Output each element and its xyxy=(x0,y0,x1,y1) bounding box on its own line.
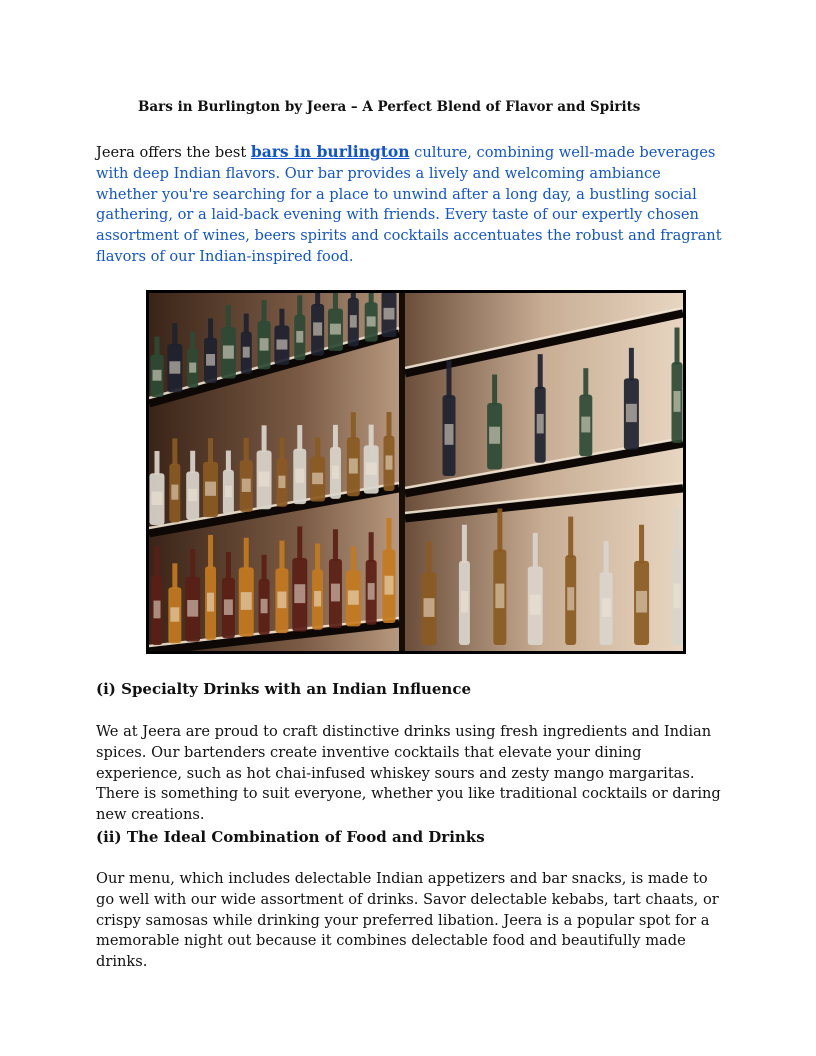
bottle-neck xyxy=(497,509,502,553)
bottle-label xyxy=(445,424,454,445)
bottle-label xyxy=(243,347,250,358)
bottle-label xyxy=(602,598,611,617)
bottle-neck xyxy=(190,549,195,579)
bottle-neck xyxy=(533,533,538,569)
bottle-label xyxy=(187,600,198,617)
bottle-neck xyxy=(369,425,374,447)
bottle-neck xyxy=(208,318,213,339)
bottle-label xyxy=(489,427,500,444)
bottle-label xyxy=(225,486,232,498)
intro-paragraph xyxy=(96,142,724,268)
bottle-neck xyxy=(297,295,302,316)
bottle-label xyxy=(189,363,196,373)
bottle-label xyxy=(530,595,541,615)
bottle-neck xyxy=(244,538,249,570)
bottle-neck xyxy=(427,541,432,574)
bottle-neck xyxy=(351,546,356,572)
bottle-label xyxy=(386,455,393,469)
bottle-neck xyxy=(462,525,467,563)
bottle-label xyxy=(331,584,340,602)
bottle-label xyxy=(313,322,322,335)
bottle-neck xyxy=(629,348,634,381)
bottle-label xyxy=(295,469,304,483)
bottle-label xyxy=(152,492,163,505)
bottle-label xyxy=(260,338,269,350)
bottle-label xyxy=(276,339,287,349)
bottle-neck xyxy=(675,509,680,553)
bottle-label xyxy=(567,587,574,610)
bottle-neck xyxy=(262,555,267,581)
intro-rest-text: culture, combining well-made beverages with deep Indian flavors. Our bar provides a lively and welcoming ambiance whether you're searching for a place to unwind after a long day, a bustling social gathering, or a laid-back evening with friends. Every taste of our expertly chosen assortment of wines, beers spirits and cocktails accentuates the robust and fragrant flavors of our Indian-inspired food. xyxy=(96,144,722,265)
bottle-neck xyxy=(369,532,374,562)
bottle-neck xyxy=(208,438,213,463)
bottle-label xyxy=(170,607,179,621)
bottle-neck xyxy=(244,314,249,333)
bottle-neck xyxy=(172,438,177,465)
section-body-food-and-drinks: Our menu, which includes delectable Indian appetizers and bar snacks, is made to go well with our wide assortment of drinks. Savor delectable kebabs, tart chaats, or crispy samosas while drinking your preferred libation. Jeera is a popular spot for a memorable night out because it combines delectable food and beautifully made drinks. xyxy=(96,870,719,971)
bottle-label xyxy=(537,414,544,434)
bottle-neck xyxy=(351,412,356,439)
bottle-neck xyxy=(172,323,177,345)
bottle-label xyxy=(385,576,394,595)
bottle-neck xyxy=(315,293,320,305)
bottle-neck xyxy=(315,544,320,572)
bottle-neck xyxy=(172,563,177,589)
bottle-label xyxy=(636,591,647,613)
bottle-label xyxy=(367,316,376,326)
bottle-label xyxy=(154,601,161,619)
section-heading-specialty-drinks: (i) Specialty Drinks with an Indian Influence xyxy=(96,680,471,698)
bottle-label xyxy=(674,391,681,412)
bottle-label xyxy=(169,361,180,373)
bottle-neck xyxy=(447,361,452,398)
bottle-label xyxy=(384,308,395,320)
center-divider xyxy=(399,293,405,651)
bottle-neck xyxy=(279,309,284,327)
bottle-neck xyxy=(675,328,680,365)
bottle-label xyxy=(495,584,504,609)
bottle-neck xyxy=(155,337,160,356)
document-title: Bars in Burlington by Jeera – A Perfect Blend of Flavor and Spirits xyxy=(138,99,641,115)
bottle-neck xyxy=(538,354,543,389)
bottle-neck xyxy=(279,438,284,460)
bottle-label xyxy=(350,315,357,327)
bottle-label xyxy=(330,324,341,335)
bottle-neck xyxy=(226,552,231,580)
bottle-neck xyxy=(387,412,392,437)
bottle-label xyxy=(205,482,216,496)
bar-shelves-illustration xyxy=(149,293,683,651)
bottle-neck xyxy=(208,535,213,569)
section-heading-food-and-drinks: (ii) The Ideal Combination of Food and Drinks xyxy=(96,828,485,846)
bottle-neck xyxy=(315,437,320,457)
bottle-neck xyxy=(190,451,195,473)
bottle-neck xyxy=(190,332,195,350)
bottle-neck xyxy=(279,541,284,571)
bottle-neck xyxy=(387,518,392,552)
bottle-label xyxy=(424,598,435,617)
bar-shelves-photo xyxy=(146,290,686,654)
bottle-label xyxy=(296,331,303,343)
bottle-neck xyxy=(226,451,231,471)
bottle-label xyxy=(171,485,178,500)
bottle-label xyxy=(207,593,214,612)
bottle-label xyxy=(674,584,681,609)
bottle-label xyxy=(461,591,468,613)
bottle-neck xyxy=(568,517,573,558)
bottle-neck xyxy=(226,305,231,329)
bottle-label xyxy=(312,473,323,485)
bottle-neck xyxy=(604,541,609,574)
bottle-neck xyxy=(244,438,249,462)
bottle-neck xyxy=(333,425,338,449)
bottle-label xyxy=(224,599,233,615)
bottle-neck xyxy=(583,368,588,396)
bottle-label xyxy=(261,599,268,613)
bottle-label xyxy=(294,584,305,603)
bottle-neck xyxy=(333,293,338,310)
bottle-label xyxy=(206,354,215,366)
bottle-label xyxy=(581,417,590,433)
bottle-label xyxy=(366,463,377,475)
bottle-label xyxy=(332,466,339,479)
bottle-label xyxy=(153,370,162,381)
bottle-label xyxy=(278,476,285,488)
bottle-label xyxy=(314,591,321,607)
section-body-specialty-drinks: We at Jeera are proud to craft distinctive drinks using fresh ingredients and Indian spices. Our bartenders create inventive cocktails that elevate your dining experience, such as hot chai-infused whiskey sours and zesty mango margaritas. There is something to suit everyone, whether you like traditional cocktails or daring new creations. xyxy=(96,723,721,824)
bottle-label xyxy=(223,345,234,358)
bottle-label xyxy=(241,592,252,610)
bottle-label xyxy=(242,479,251,492)
bottle-neck xyxy=(639,525,644,563)
bottle-label xyxy=(188,489,197,501)
bottle-label xyxy=(348,590,359,604)
bottle-label xyxy=(368,583,375,600)
bottle-label xyxy=(277,592,286,609)
bottle-neck xyxy=(155,451,160,475)
bottle-label xyxy=(626,404,637,422)
bottle-neck xyxy=(155,546,160,578)
bottle-label xyxy=(349,458,358,473)
bottle-neck xyxy=(492,375,497,405)
bottle-label xyxy=(259,472,270,487)
intro-lead-text: Jeera offers the best xyxy=(96,144,251,161)
bottle-neck xyxy=(351,293,356,299)
bars-in-burlington-link[interactable]: bars in burlington xyxy=(250,142,410,161)
bottle-neck xyxy=(369,293,374,304)
bottle-neck xyxy=(297,526,302,560)
bottle-neck xyxy=(297,425,302,450)
bottle-neck xyxy=(262,300,267,322)
bottle-neck xyxy=(262,425,267,452)
bottle-neck xyxy=(333,529,338,561)
